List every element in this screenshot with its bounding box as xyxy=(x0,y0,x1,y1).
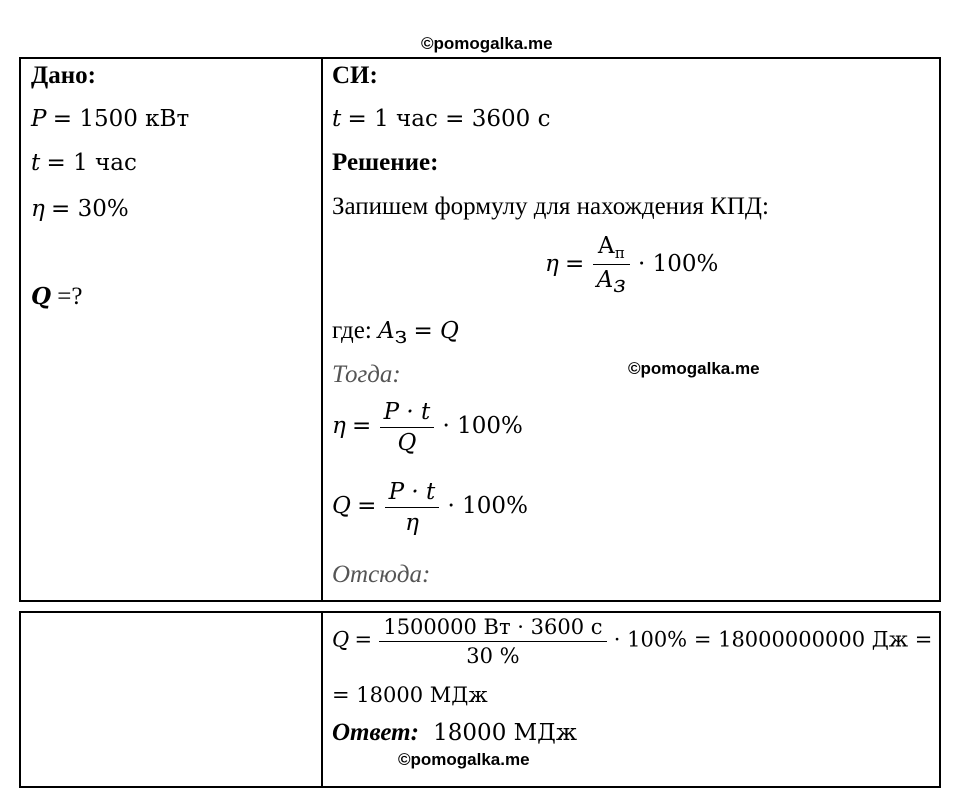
given-unknown: Q =? xyxy=(31,283,83,310)
si-time: t = 1 час = 3600 с xyxy=(332,106,551,132)
formula-efficiency-power: η = $\frac{P \cdot t}{Q}$ · 100% xyxy=(332,399,523,456)
formula-heat: Q = $\frac{P \cdot t}{\eta}$ · 100% xyxy=(332,479,528,536)
calculation-column xyxy=(323,613,941,786)
solution-column xyxy=(323,59,941,600)
where-line: где: $A_з = Q$ xyxy=(332,317,459,349)
watermark-bottom: ©pomogalka.me xyxy=(398,750,530,769)
calculation-formula: Q = $\frac{1500000 Вт \cdot 3600 с}{30 \%}$ · 100% = 18000000000 Дж = xyxy=(332,615,933,668)
watermark-top: ©pomogalka.me xyxy=(421,34,553,53)
calculation-table xyxy=(19,611,941,788)
fraction-calculation: $\frac{1500000 Вт \cdot 3600 с}{30 \%}$ xyxy=(379,615,606,668)
answer-value: 18000 МДж xyxy=(433,720,578,746)
given-solution-table xyxy=(19,57,941,602)
given-efficiency: η = 30% xyxy=(31,196,129,222)
then-label: Тогда: xyxy=(332,361,401,388)
watermark-middle: ©pomogalka.me xyxy=(628,359,760,378)
fraction-power-time: $\frac{P \cdot t}{Q}$ xyxy=(380,399,435,456)
answer-label: Ответ: xyxy=(332,719,419,746)
si-header: СИ: xyxy=(332,62,378,89)
hence-label: Отсюда: xyxy=(332,561,431,588)
formula-efficiency: η = $\frac{А_п}{A_з}$ · 100% xyxy=(545,233,719,298)
answer-line xyxy=(332,719,577,747)
calculation-result: = 18000 МДж xyxy=(332,683,488,707)
given-power: P = 1500 кВт xyxy=(31,106,190,132)
given-column xyxy=(21,59,321,600)
given-time: t = 1 час xyxy=(31,150,137,176)
solution-intro: Запишем формулу для нахождения КПД: xyxy=(332,193,769,220)
given-header: Дано: xyxy=(31,62,96,89)
solution-header: Решение: xyxy=(332,149,439,176)
fraction-work: $\frac{А_п}{A_з}$ xyxy=(593,233,630,298)
fraction-power-time-eta: $\frac{P \cdot t}{\eta}$ xyxy=(385,479,440,536)
